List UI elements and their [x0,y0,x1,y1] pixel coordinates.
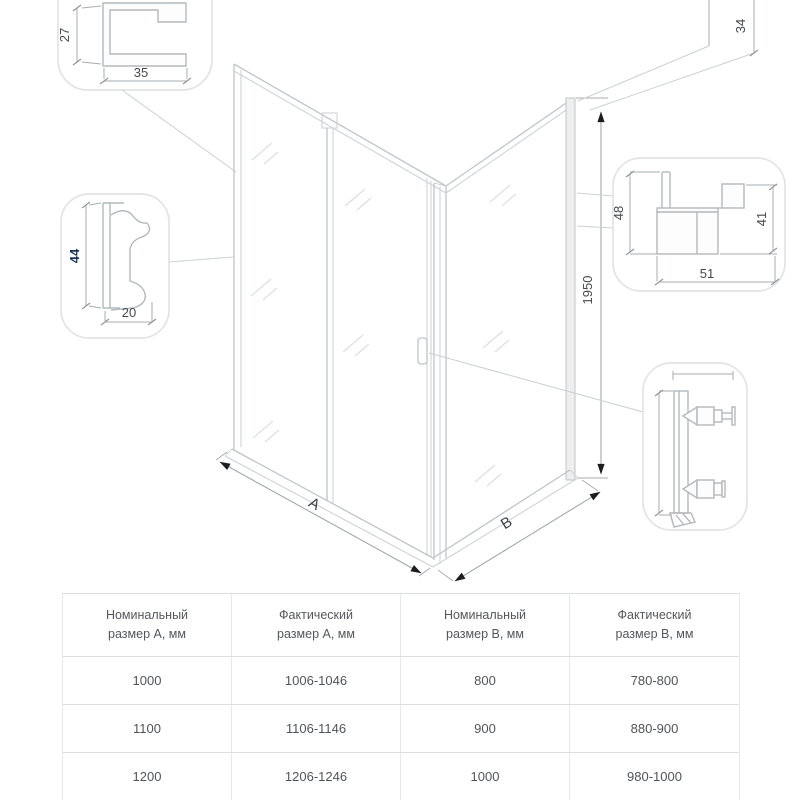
dim-41-label: 41 [754,211,769,227]
cell-actual-a: 1106-1146 [232,705,401,752]
glass-shine-marks [251,143,516,486]
detail-handle [429,353,747,530]
cell-nominal-b: 1000 [401,753,570,800]
detail-top-rail-profile [57,0,236,172]
table-header-row [63,594,739,657]
col-header-actual-a: Фактический размер А, мм [232,594,401,656]
dim-51-label: 51 [699,266,715,281]
dim-48-label: 48 [611,205,626,221]
col-header-nominal-b: Номинальный размер В, мм [401,594,570,656]
col-header-actual-b: Фактический размер В, мм [615,608,694,641]
dim-34-label: 34 [733,18,748,34]
cell-nominal-a: 1200 [63,753,232,800]
side-panel-post [566,98,575,480]
cell-nominal-b: 800 [401,657,570,704]
leader-line [122,90,236,172]
dim-b-label: B [497,513,516,534]
cell-nominal-a: 1100 [63,705,232,752]
dim-35-label: 35 [133,65,149,80]
cell-actual-a: 1206-1246 [232,753,401,800]
cell-nominal-b: 900 [401,705,570,752]
table-row [63,753,739,800]
dim-44-label: 44 [67,248,82,264]
leader-line [169,257,233,262]
dim-1950-label: 1950 [580,275,595,305]
table-row [63,657,739,705]
cell-actual-b: 780-800 [630,673,679,688]
callout-bubble [61,194,169,338]
dim-27-label: 27 [57,27,72,43]
col-header-nominal-a: Номинальный размер А, мм [63,594,232,656]
dim-20-label: 20 [121,305,137,320]
post-profile-shape [657,208,718,254]
shower-enclosure-iso [225,64,578,567]
cell-actual-a: 1006-1046 [232,657,401,704]
door-handle [418,338,427,364]
table-row [63,705,739,753]
detail-wall-profile [61,194,233,338]
dim-a-label: A [305,494,323,514]
detail-post-profile [577,158,785,291]
size-spec-table [62,593,740,800]
cell-nominal-a: 1000 [63,657,232,704]
cell-actual-b: 880-900 [630,721,679,736]
cell-actual-b: 980-1000 [627,769,682,784]
